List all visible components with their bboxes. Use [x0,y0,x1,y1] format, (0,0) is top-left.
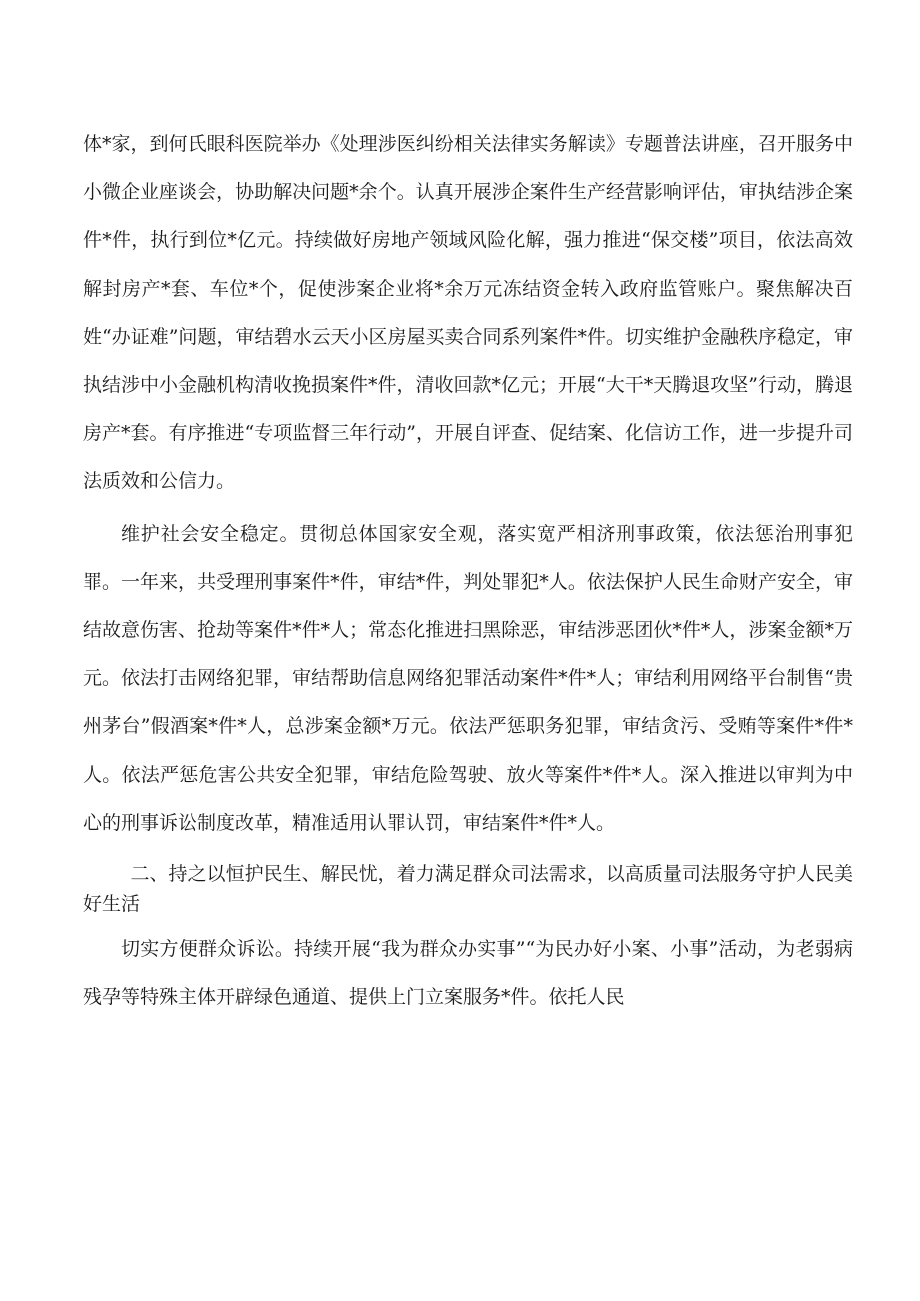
document-page [83,120,853,1021]
section-heading: 二、持之以恒护民生、解民忧，着力满足群众司法需求，以高质量司法服务守护人民美好生活 [83,863,853,916]
body-paragraph: 维护社会安全稳定。贯彻总体国家安全观，落实宽严相济刑事政策，依法惩治刑事犯罪。一年来，共受理刑事案件*件，审结*件，判处罪犯*人。依法保护人民生命财产安全，审结故意伤害、抢劫等案件*件*人；常态化推进扫黑除恶，审结涉恶团伙*件*人，涉案金额*万元。依法打击网络犯罪，审结帮助信息网络犯罪活动案件*件*人；审结利用网络平台制售“贵州茅台”假酒案*件*人，总涉案金额*万元。依法严惩职务犯罪，审结贪污、受贿等案件*件*人。依法严惩危害公共安全犯罪，审结危险驾驶、放火等案件*件*人。深入推进以审判为中心的刑事诉讼制度改革，精准适用认罪认罚，审结案件*件*人。 [83,522,853,834]
body-paragraph: 体*家，到何氏眼科医院举办《处理涉医纠纷相关法律实务解读》专题普法讲座，召开服务中小微企业座谈会，协助解决问题*余个。认真开展涉企案件生产经营影响评估，审执结涉企案件*件，执行到位*亿元。持续做好房地产领域风险化解，强力推进“保交楼”项目，依法高效解封房产*套、车位*个，促使涉案企业将*余万元冻结资金转入政府监管账户。聚焦解决百姓“办证难”问题，审结碧水云天小区房屋买卖合同系列案件*件。切实维护金融秩序稳定，审执结涉中小金融机构清收挽损案件*件，清收回款*亿元；开展“大干*天腾退攻坚”行动，腾退房产*套。有序推进“专项监督三年行动”，开展自评查、促结案、化信访工作，进一步提升司法质效和公信力。 [83,133,853,493]
body-paragraph: 切实方便群众诉讼。持续开展“我为群众办实事”“为民办好小案、小事”活动，为老弱病残孕等特殊主体开辟绿色通道、提供上门立案服务*件。依托人民 [83,938,853,1009]
